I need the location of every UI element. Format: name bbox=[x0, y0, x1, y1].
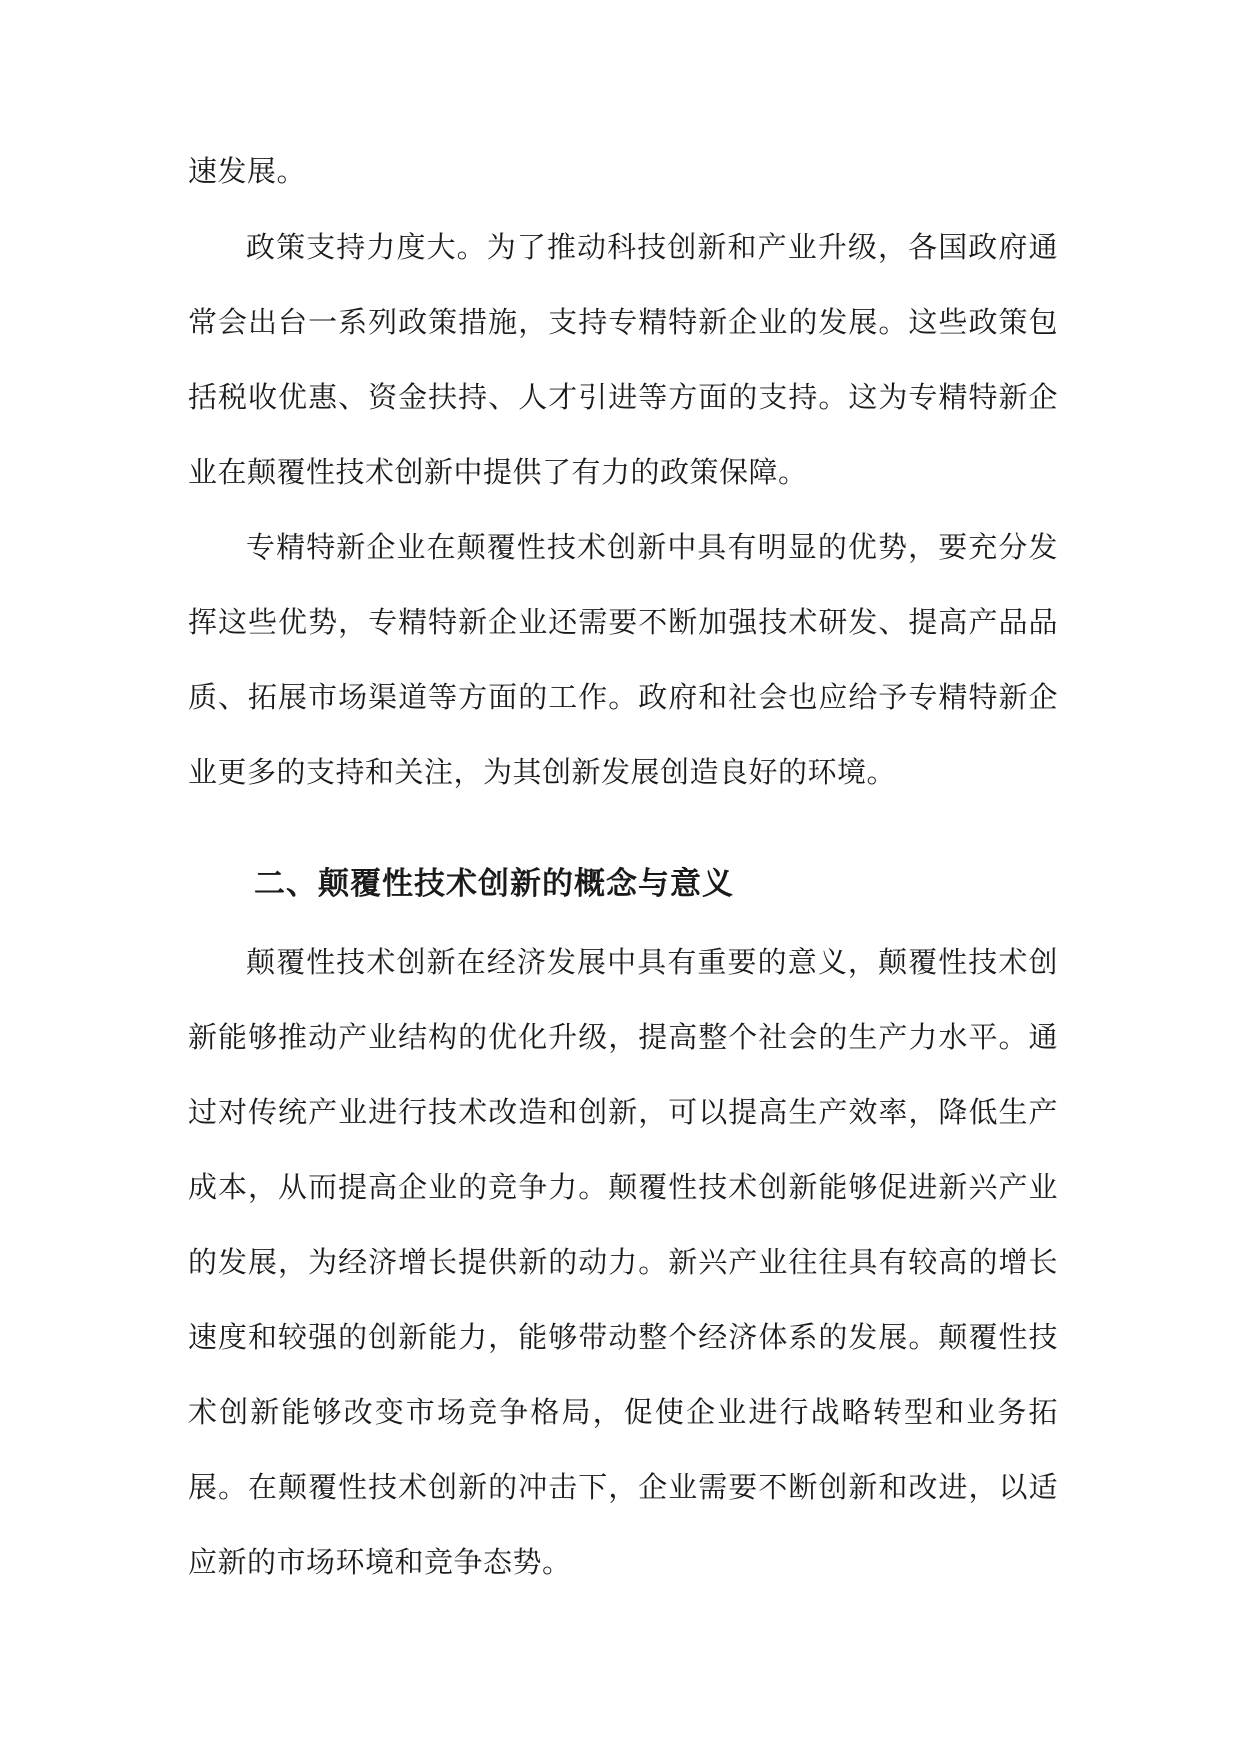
section-heading: 二、颠覆性技术创新的概念与意义 bbox=[254, 866, 734, 902]
paragraph-policy-support: 政策支持力度大。为了推动科技创新和产业升级，各国政府通常会出台一系列政策措施，支持专精特新企业的发展。这些政策包括税收优惠、资金扶持、人才引进等方面的支持。这为专精特新企业在颠覆性技术创新中提供了有力的政策保障。 bbox=[188, 230, 1058, 489]
paragraph-continuation: 速发展。 bbox=[188, 154, 307, 188]
paragraph-advantages: 专精特新企业在颠覆性技术创新中具有明显的优势，要充分发挥这些优势，专精特新企业还需要不断加强技术研发、提高产品品质、拓展市场渠道等方面的工作。政府和社会也应给予专精特新企业更多的支持和关注，为其创新发展创造良好的环境。 bbox=[188, 530, 1058, 789]
paragraph-significance: 颠覆性技术创新在经济发展中具有重要的意义，颠覆性技术创新能够推动产业结构的优化升级，提高整个社会的生产力水平。通过对传统产业进行技术改造和创新，可以提高生产效率，降低生产成本，从而提高企业的竞争力。颠覆性技术创新能够促进新兴产业的发展，为经济增长提供新的动力。新兴产业往往具有较高的增长速度和较强的创新能力，能够带动整个经济体系的发展。颠覆性技术创新能够改变市场竞争格局，促使企业进行战略转型和业务拓展。在颠覆性技术创新的冲击下，企业需要不断创新和改进，以适应新的市场环境和竞争态势。 bbox=[188, 945, 1058, 1579]
